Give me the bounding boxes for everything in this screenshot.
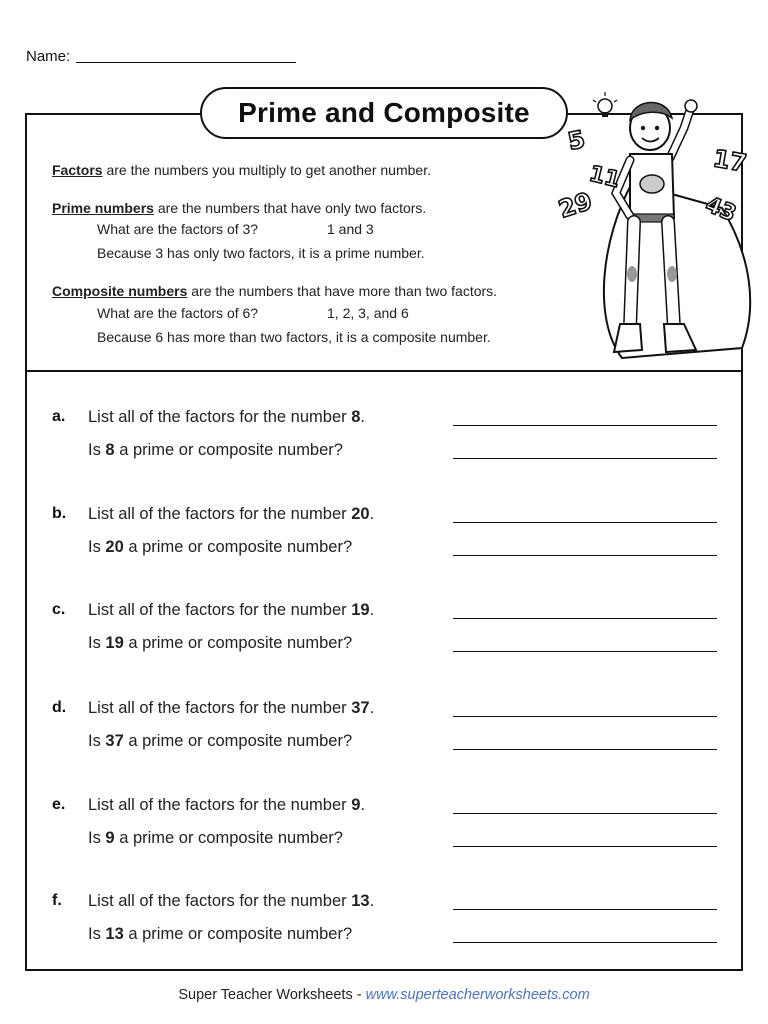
question-number: 13 xyxy=(105,925,124,943)
number-badge: 17 xyxy=(710,144,749,178)
factors-answer-line[interactable] xyxy=(453,522,717,523)
footer-url-link[interactable]: www.superteacherworksheets.com xyxy=(365,987,590,1003)
prime-composite-answer-line[interactable] xyxy=(453,555,717,556)
prime-composite-answer-line[interactable] xyxy=(453,942,717,943)
question-letter: a. xyxy=(52,408,66,425)
question-letter: b. xyxy=(52,505,67,522)
question-letter: e. xyxy=(52,796,66,813)
prime-composite-prompt: Is 20 a prime or composite number? xyxy=(88,538,353,556)
footer xyxy=(0,987,768,1003)
page-title: Prime and Composite xyxy=(200,87,568,139)
question-number: 9 xyxy=(105,829,115,847)
prime-composite-prompt: Is 19 a prime or composite number? xyxy=(88,634,353,652)
prime-composite-answer-line[interactable] xyxy=(453,846,717,847)
section-divider xyxy=(27,370,741,372)
question-number: 20 xyxy=(105,538,124,556)
factors-prompt: List all of the factors for the number 37. xyxy=(88,699,375,717)
question-number: 8 xyxy=(105,441,115,459)
factors-prompt: List all of the factors for the number 20. xyxy=(88,505,375,523)
factors-prompt: List all of the factors for the number 19. xyxy=(88,601,375,619)
question-item xyxy=(0,892,768,962)
composite-because: Because 6 has more than two factors, it is a composite number. xyxy=(97,329,491,345)
prime-example-question: What are the factors of 3? xyxy=(97,221,259,237)
factors-prompt: List all of the factors for the number 9. xyxy=(88,796,365,814)
factors-text: are the numbers you multiply to get another number. xyxy=(102,162,431,178)
composite-text: are the numbers that have more than two factors. xyxy=(187,283,498,299)
number-badge: 5 xyxy=(565,125,588,156)
prime-term: Prime numbers xyxy=(52,200,154,216)
question-item xyxy=(0,601,768,671)
name-blank-line[interactable] xyxy=(76,62,296,63)
question-number: 8 xyxy=(351,408,361,426)
prime-composite-answer-line[interactable] xyxy=(453,749,717,750)
question-item xyxy=(0,408,768,478)
question-number: 9 xyxy=(351,796,361,814)
prime-composite-prompt: Is 37 a prime or composite number? xyxy=(88,732,353,750)
prime-composite-prompt: Is 13 a prime or composite number? xyxy=(88,925,353,943)
number-badge: 11 xyxy=(586,161,623,194)
composite-example-answer: 1, 2, 3, and 6 xyxy=(327,305,409,321)
question-letter: f. xyxy=(52,892,62,909)
factors-term: Factors xyxy=(52,162,103,178)
prime-composite-answer-line[interactable] xyxy=(453,651,717,652)
factors-answer-line[interactable] xyxy=(453,909,717,910)
prime-because: Because 3 has only two factors, it is a prime number. xyxy=(97,245,425,261)
lightbulb-icon xyxy=(593,92,617,117)
factors-answer-line[interactable] xyxy=(453,813,717,814)
question-number: 37 xyxy=(351,699,370,717)
composite-definition xyxy=(52,282,497,300)
footer-separator: - xyxy=(352,987,366,1003)
factors-prompt: List all of the factors for the number 13. xyxy=(88,892,375,910)
name-field[interactable] xyxy=(26,48,296,65)
prime-composite-prompt: Is 9 a prime or composite number? xyxy=(88,829,343,847)
number-badge: 43 xyxy=(701,192,740,228)
question-number: 19 xyxy=(351,601,370,619)
question-number: 19 xyxy=(105,634,124,652)
question-number: 20 xyxy=(351,505,370,523)
question-item xyxy=(0,505,768,575)
composite-example-question: What are the factors of 6? xyxy=(97,305,259,321)
prime-composite-answer-line[interactable] xyxy=(453,458,717,459)
question-letter: c. xyxy=(52,601,66,618)
factors-definition xyxy=(52,161,431,179)
composite-term: Composite numbers xyxy=(52,283,188,299)
name-label: Name: xyxy=(26,48,71,65)
factors-answer-line[interactable] xyxy=(453,425,717,426)
footer-brand: Super Teacher Worksheets xyxy=(178,987,353,1003)
question-number: 37 xyxy=(105,732,124,750)
factors-prompt: List all of the factors for the number 8. xyxy=(88,408,365,426)
prime-definition xyxy=(52,199,426,217)
number-badge: 29 xyxy=(555,186,596,224)
prime-composite-prompt: Is 8 a prime or composite number? xyxy=(88,441,343,459)
question-letter: d. xyxy=(52,699,67,716)
question-item xyxy=(0,699,768,769)
prime-example-answer: 1 and 3 xyxy=(327,221,374,237)
factors-answer-line[interactable] xyxy=(453,716,717,717)
question-number: 13 xyxy=(351,892,370,910)
prime-text: are the numbers that have only two factors. xyxy=(153,200,427,216)
superhero-illustration xyxy=(555,88,762,368)
factors-answer-line[interactable] xyxy=(453,618,717,619)
question-item xyxy=(0,796,768,866)
